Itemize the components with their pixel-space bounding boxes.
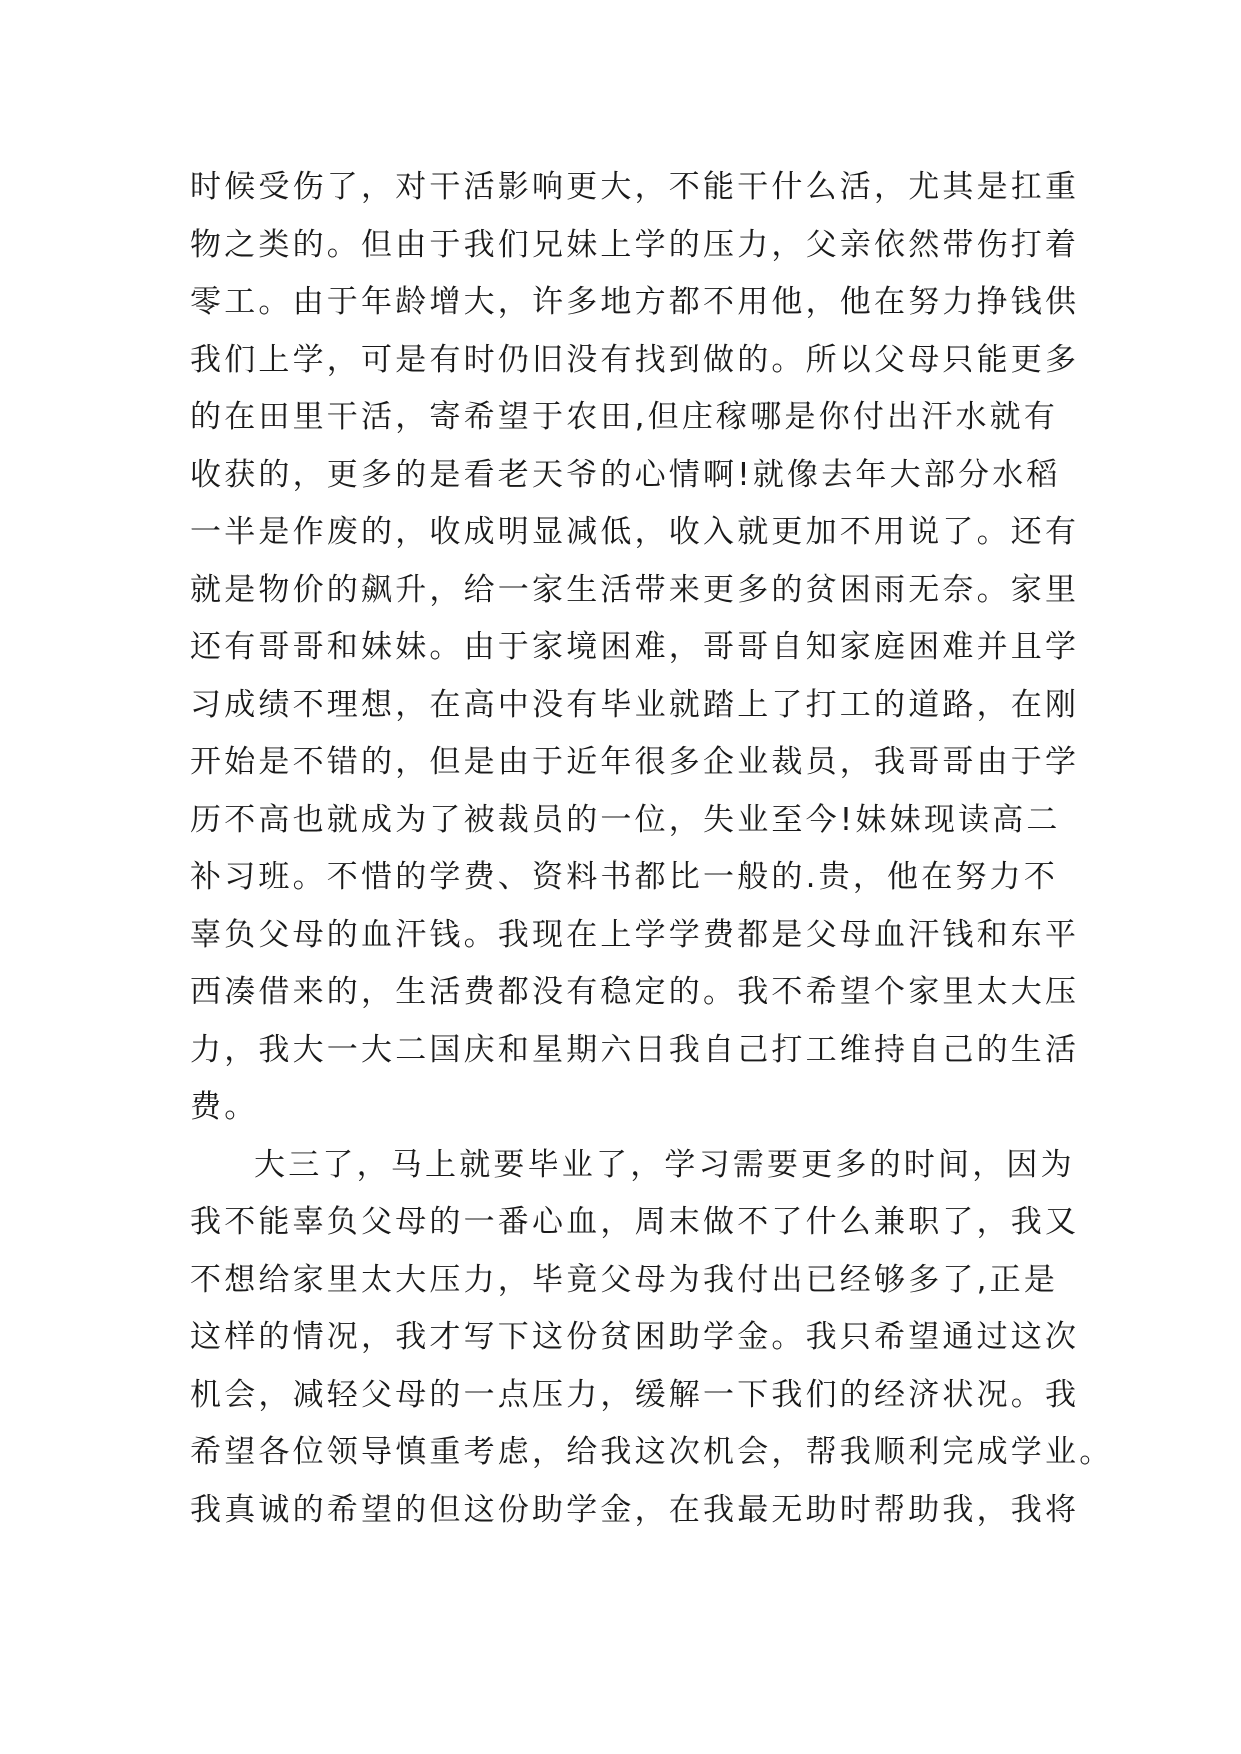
text-line: 还有哥哥和妹妹。由于家境困难，哥哥自知家庭困难并且学 bbox=[190, 629, 1080, 665]
paragraph-start-line: 大三了，马上就要毕业了，学习需要更多的时间，因为 bbox=[254, 1146, 1075, 1183]
text-line: 希望各位领导慎重考虑，给我这次机会，帮我顺利完成学业。 bbox=[190, 1434, 1114, 1470]
text-line: 力，我大一大二国庆和星期六日我自己打工维持自己的生活 bbox=[190, 1031, 1080, 1068]
text-line: 习成绩不理想，在高中没有毕业就踏上了打工的道路，在刚 bbox=[190, 686, 1080, 723]
text-line: 西凑借来的，生活费都没有稳定的。我不希望个家里太大压 bbox=[190, 974, 1080, 1010]
text-line: 辜负父母的血汗钱。我现在上学学费都是父母血汗钱和东平 bbox=[190, 916, 1080, 953]
body-text bbox=[190, 159, 1114, 1539]
text-line: 的在田里干活，寄希望于农田,但庄稼哪是你付出汗水就有 bbox=[190, 399, 1059, 435]
text-line: 机会，减轻父母的一点压力，缓解一下我们的经济状况。我 bbox=[190, 1376, 1080, 1413]
text-line: 我真诚的希望的但这份助学金，在我最无助时帮助我，我将 bbox=[190, 1491, 1080, 1528]
text-line: 我们上学，可是有时仍旧没有找到做的。所以父母只能更多 bbox=[190, 341, 1080, 378]
text-line: 这样的情况，我才写下这份贫困助学金。我只希望通过这次 bbox=[190, 1319, 1080, 1355]
text-line: 开始是不错的，但是由于近年很多企业裁员，我哥哥由于学 bbox=[190, 744, 1080, 780]
text-line: 物之类的。但由于我们兄妹上学的压力，父亲依然带伤打着 bbox=[190, 226, 1080, 263]
text-line: 我不能辜负父母的一番心血，周末做不了什么兼职了，我又 bbox=[190, 1204, 1080, 1240]
text-line: 费。 bbox=[190, 1089, 259, 1125]
text-line: 收获的，更多的是看老天爷的心情啊!就像去年大部分水稻 bbox=[190, 456, 1061, 493]
text-line: 就是物价的飙升，给一家生活带来更多的贫困雨无奈。家里 bbox=[190, 571, 1080, 608]
text-line: 时候受伤了，对干活影响更大，不能干什么活，尤其是扛重 bbox=[190, 169, 1080, 205]
text-line: 历不高也就成为了被裁员的一位，失业至今!妹妹现读高二 bbox=[190, 801, 1061, 838]
text-line: 零工。由于年龄增大，许多地方都不用他，他在努力挣钱供 bbox=[190, 284, 1080, 320]
text-line: 补习班。不惜的学费、资料书都比一般的.贵，他在努力不 bbox=[190, 859, 1059, 895]
text-line: 一半是作废的，收成明显减低，收入就更加不用说了。还有 bbox=[190, 514, 1080, 550]
text-line: 不想给家里太大压力，毕竟父母为我付出已经够多了,正是 bbox=[190, 1261, 1059, 1298]
